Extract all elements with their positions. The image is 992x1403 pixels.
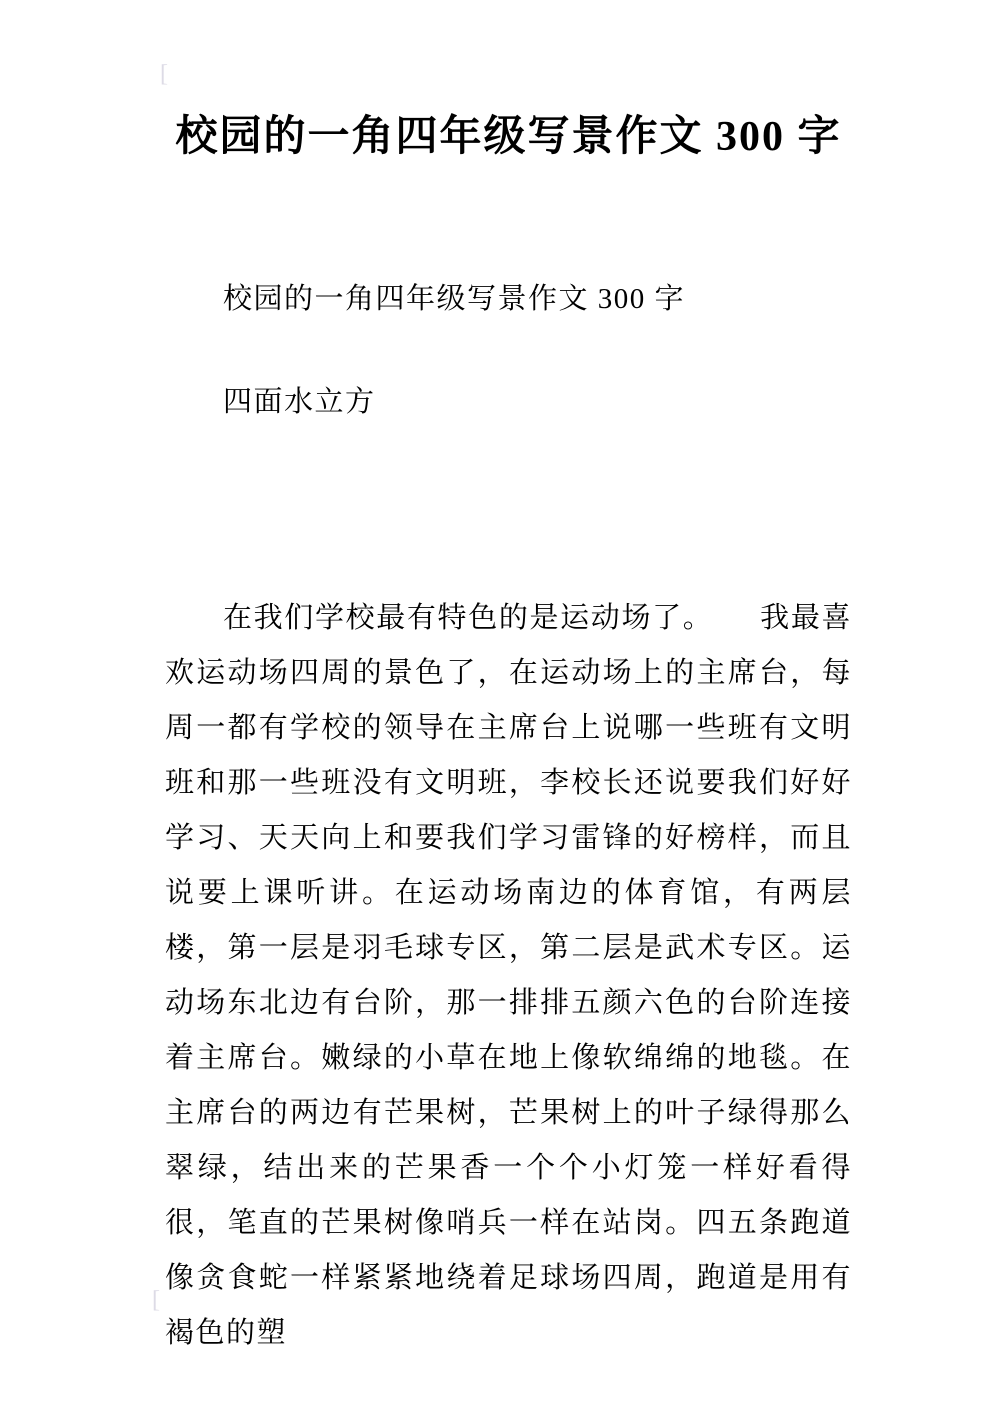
document-content (0, 112, 992, 1361)
byline: 四面水立方 (223, 386, 376, 418)
bracket-artifact-top: [ (160, 61, 168, 87)
bracket-artifact-bottom: [ (152, 1287, 160, 1313)
body-paragraph: 在我们学校最有特色的是运动场了。 我最喜欢运动场四周的景色了，在运动场上的主席台，每周一都有学校的领导在主席台上说哪一些班有文明班和那一些班没有文明班，李校长还说要我们好好学习、天天向上和要我们学习雷锋的好榜样，而且说要上课听讲。在运动场南边的体育馆，有两层楼，第一层是羽毛球专区，第二层是武术专区。运动场东北边有台阶，那一排排五颜六色的台阶连接着主席台。嫩绿的小草在地上像软绵绵的地毯。在主席台的两边有芒果树，芒果树上的叶子绿得那么翠绿，结出来的芒果香一个个小灯笼一样好看得很，笔直的芒果树像哨兵一样在站岗。四五条跑道像贪食蛇一样紧紧地绕着足球场四周，跑道是用有褐色的塑 (165, 602, 852, 1349)
subtitle-line: 校园的一角四年级写景作文 300 字 (223, 283, 686, 315)
document-title: 校园的一角四年级写景作文 300 字 (175, 114, 842, 160)
